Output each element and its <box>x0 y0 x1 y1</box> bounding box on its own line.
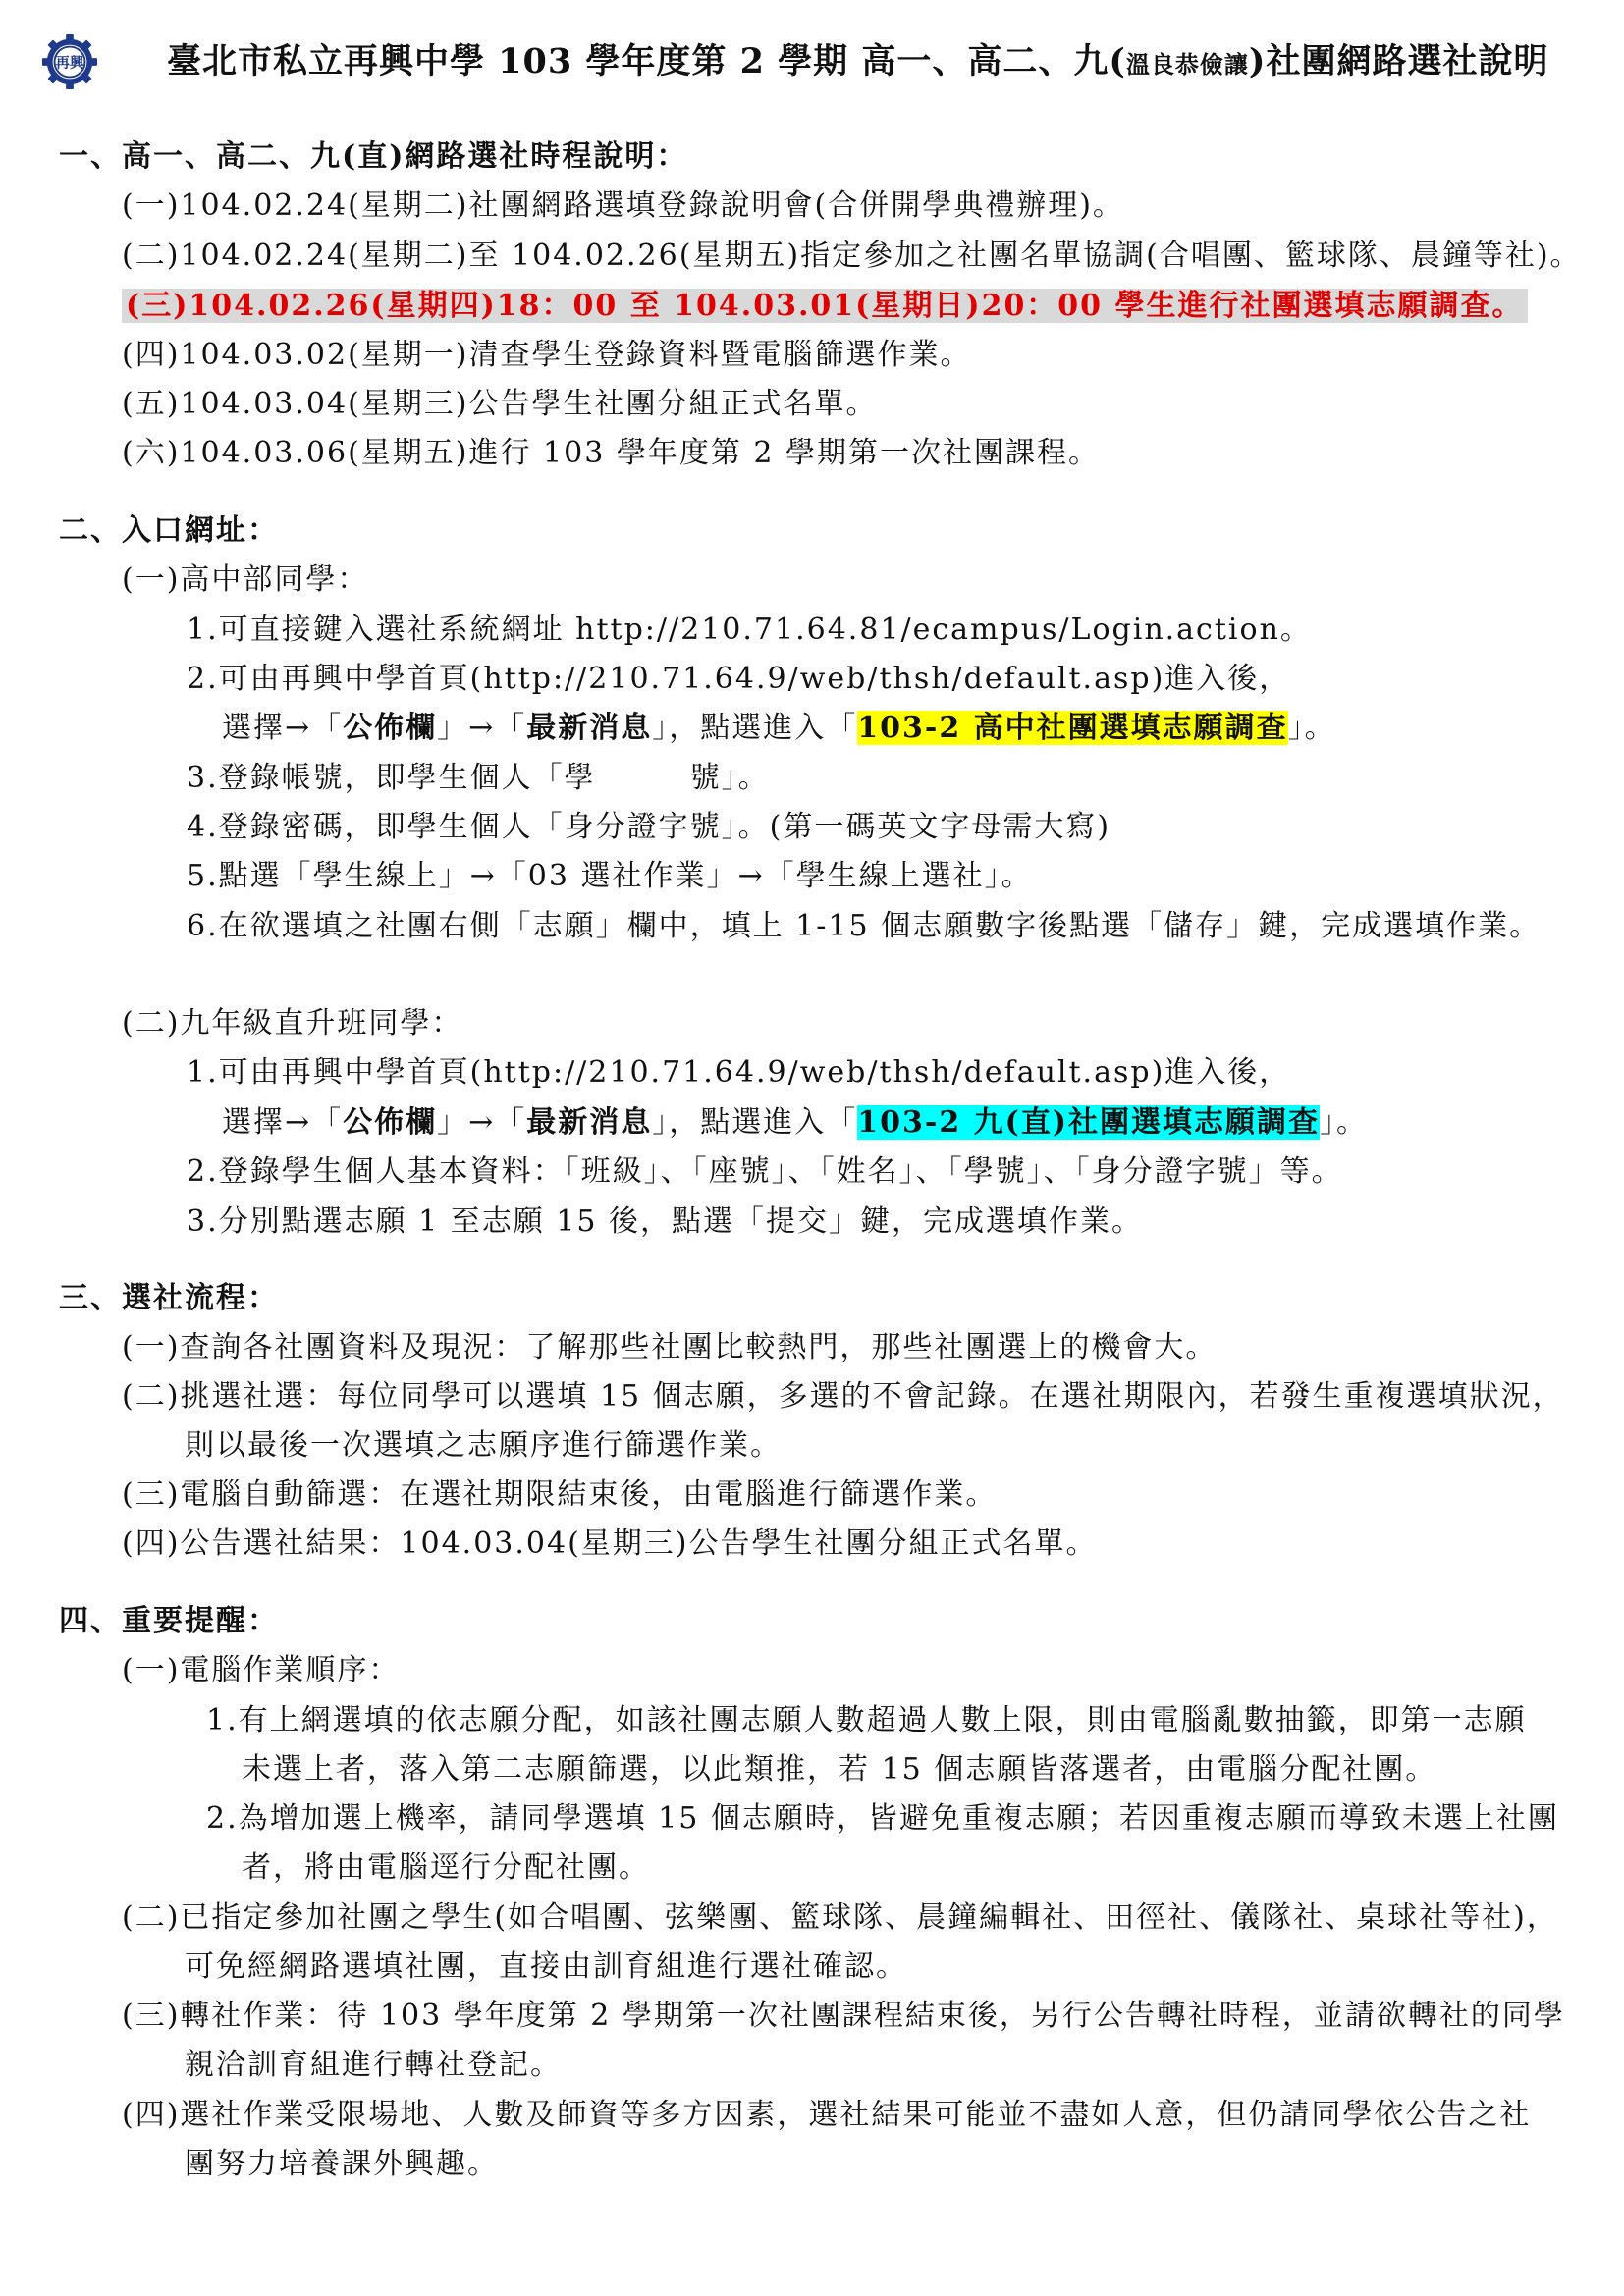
schedule-item-6: (六)104.03.06(星期五)進行 103 學年度第 2 學期第一次社團課程。 <box>122 436 1100 470</box>
g9-step-1-prefix: 選擇→「 <box>222 1105 344 1140</box>
g9-survey-link-highlight: 103-2 九(直)社團選填志願調查 <box>857 1105 1321 1140</box>
g9-arrow: 」→「 <box>437 1105 527 1140</box>
section-heading-process: 三、選社流程： <box>59 1281 279 1315</box>
g9-step-3: 3.分別點選志願 1 至志願 15 後，點選「提交」鍵，完成選填作業。 <box>187 1204 1144 1239</box>
hs-step-6: 6.在欲選填之社團右側「志願」欄中，填上 1-15 個志願數字後點選「儲存」鍵，完成選填作業。 <box>187 909 1542 943</box>
reminder-1-step-1: 1.有上網選填的依志願分配，如該社團志願人數超過人數上限，則由電腦亂數抽籤，即第一志願 <box>206 1703 1527 1737</box>
process-item-2: (二)挑選社選：每位同學可以選填 15 個志願，多選的不會記錄。在選社期限內，若發生重複選填狀況， <box>122 1379 1564 1414</box>
hs-step-3: 3.登錄帳號，即學生個人「學 號」。 <box>187 761 770 795</box>
process-item-2-continued: 則以最後一次選填之志願序進行篩選作業。 <box>185 1428 782 1463</box>
reminder-item-4-continued: 團努力培養課外興趣。 <box>185 2147 499 2181</box>
reminder-1-step-1-continued: 未選上者，落入第二志願篩選，以此類推，若 15 個志願皆落選者，由電腦分配社團。 <box>242 1752 1437 1787</box>
document-header <box>41 33 1593 92</box>
schedule-item-3-highlight <box>122 287 1528 326</box>
g9-students-label: (二)九年級直升班同學： <box>122 1006 463 1041</box>
title-small: 溫良恭儉讓 <box>1125 50 1249 79</box>
section-heading-reminders: 四、重要提醒： <box>59 1604 279 1638</box>
schedule-item-2: (二)104.02.24(星期二)至 104.02.26(星期五)指定參加之社團名單協調(合唱團、籃球隊、晨鐘等社)。 <box>122 239 1582 273</box>
hs-arrow: 」→「 <box>437 711 527 745</box>
hs-step-1: 1.可直接鍵入選社系統網址 http://210.71.64.81/ecampus/Login.action。 <box>187 613 1312 647</box>
reminder-1-step-2-continued: 者，將由電腦逕行分配社團。 <box>242 1850 650 1885</box>
g9-step-1: 1.可由再興中學首頁(http://210.71.64.9/web/thsh/default.asp)進入後， <box>187 1055 1291 1090</box>
bulletin-board-label: 公佈欄 <box>343 711 438 745</box>
title-part2: )社團網路選社說明 <box>1248 41 1549 81</box>
logo-text: 再興 <box>55 55 84 72</box>
school-gear-logo <box>41 33 98 90</box>
hs-step-5: 5.點選「學生線上」→「03 選社作業」→「學生線上選社」。 <box>187 859 1033 893</box>
hs-click-enter: 」，點選進入「 <box>652 711 858 745</box>
hs-step-2: 2.可由再興中學首頁(http://210.71.64.9/web/thsh/default.asp)進入後， <box>187 662 1291 696</box>
g9-bulletin-board-label: 公佈欄 <box>343 1105 438 1140</box>
g9-click-enter: 」，點選進入「 <box>652 1105 858 1140</box>
title-part1: 臺北市私立再興中學 103 學年度第 2 學期 高一、高二、九( <box>167 41 1126 81</box>
reminder-item-1: (一)電腦作業順序： <box>122 1653 401 1687</box>
schedule-item-5: (五)104.03.04(星期三)公告學生社團分組正式名單。 <box>122 387 878 421</box>
hs-step-2-prefix: 選擇→「 <box>222 711 344 745</box>
document-title <box>167 39 1548 87</box>
process-item-4: (四)公告選社結果：104.03.04(星期三)公告學生社團分組正式名單。 <box>122 1526 1098 1561</box>
reminder-item-3: (三)轉社作業：待 103 學年度第 2 學期第一次社團課程結束後，另行公告轉社時程，並請欲轉社的同學 <box>122 1999 1565 2033</box>
schedule-item-1: (一)104.02.24(星期二)社團網路選填登錄說明會(合併開學典禮辦理)。 <box>122 188 1124 223</box>
process-item-1: (一)查詢各社團資料及現況：了解那些社團比較熱門，那些社團選上的機會大。 <box>122 1330 1218 1364</box>
section-heading-schedule: 一、高一、高二、九(直)網路選社時程說明： <box>59 139 688 174</box>
schedule-item-4: (四)104.03.02(星期一)清查學生登錄資料暨電腦篩選作業。 <box>122 338 972 372</box>
section-heading-entry-url: 二、入口網址： <box>59 513 279 548</box>
g9-step-2: 2.登錄學生個人基本資料：「班級」、「座號」、「姓名」、「學號」、「身分證字號」等。 <box>187 1154 1343 1189</box>
reminder-item-2-continued: 可免經網路選填社團，直接由訓育組進行選社確認。 <box>185 1949 907 1984</box>
hs-survey-link-highlight: 103-2 高中社團選填志願調查 <box>857 711 1288 745</box>
latest-news-label: 最新消息 <box>526 711 653 745</box>
schedule-highlight: (三)104.02.26(星期四)18：00 至 104.03.01(星期日)20：00 學生進行社團選填志願調查。 <box>122 289 1528 323</box>
process-item-3: (三)電腦自動篩選：在選社期限結束後，由電腦進行篩選作業。 <box>122 1477 998 1512</box>
g9-step-1-continued <box>222 1103 1368 1143</box>
reminder-item-3-continued: 親洽訓育組進行轉社登記。 <box>185 2048 562 2082</box>
hs-step-2-end: 」。 <box>1287 711 1336 745</box>
hs-step-4: 4.登錄密碼，即學生個人「身分證字號」。(第一碼英文字母需大寫) <box>187 810 1111 844</box>
reminder-item-2: (二)已指定參加社團之學生(如合唱團、弦樂團、籃球隊、晨鐘編輯社、田徑社、儀隊社、桌球社等社)， <box>122 1900 1558 1935</box>
g9-latest-news-label: 最新消息 <box>526 1105 653 1140</box>
reminder-item-4: (四)選社作業受限場地、人數及師資等多方因素，選社結果可能並不盡如人意，但仍請同學依公告之社 <box>122 2098 1532 2132</box>
reminder-1-step-2: 2.為增加選上機率，請同學選填 15 個志願時，皆避免重複志願；若因重複志願而導致未選上社團 <box>206 1801 1559 1836</box>
hs-step-2-continued <box>222 709 1336 748</box>
hs-students-label: (一)高中部同學： <box>122 562 369 597</box>
g9-step-1-end: 」。 <box>1320 1105 1369 1140</box>
